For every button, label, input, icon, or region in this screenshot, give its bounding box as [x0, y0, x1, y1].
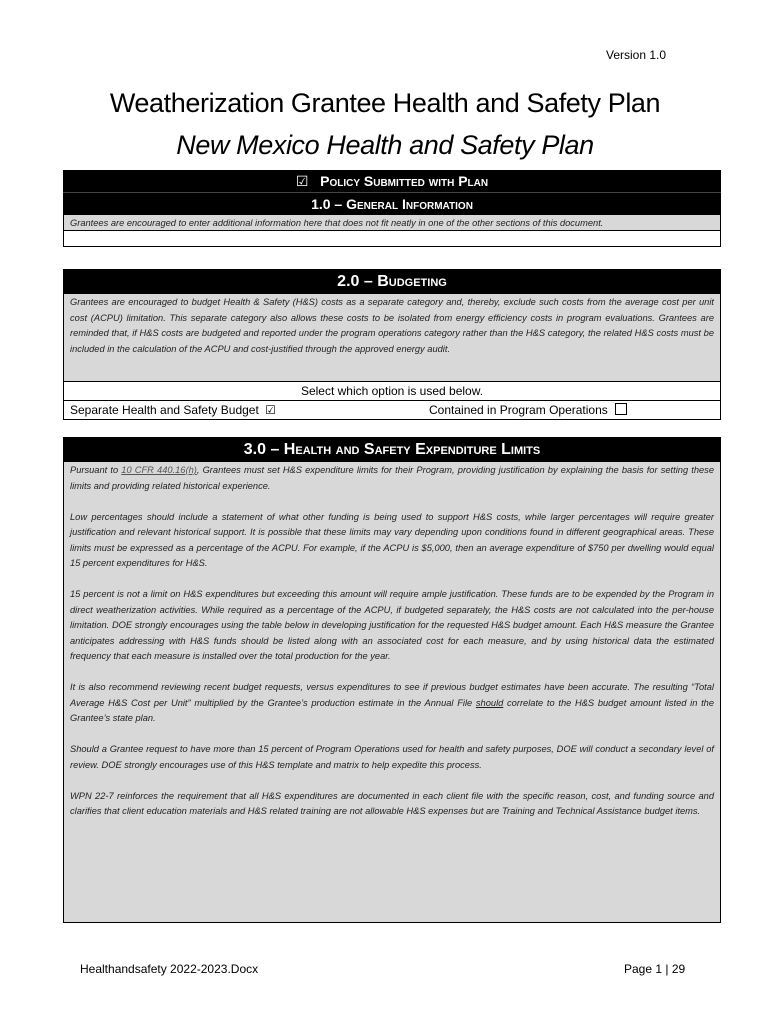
- section-expenditure-limits: [63, 437, 721, 923]
- cfr-link[interactable]: 10 CFR 440.16(h): [121, 465, 197, 475]
- checkbox-checked-icon[interactable]: ☑: [295, 173, 309, 189]
- section3-p4-text: It is also recommend reviewing recent budget requests, versus expenditures to see if previous budget estimates have been accurate. The resulting “Total Average H&S Cost per Unit” multiplied by the Grantee’s production estimate in the Annual File: [70, 682, 714, 708]
- select-option-prompt: Select which option is used below.: [63, 382, 721, 401]
- budget-options-row: [63, 401, 721, 420]
- section1-input-row[interactable]: [63, 231, 721, 247]
- checkbox-checked-icon[interactable]: ☑: [265, 403, 276, 417]
- section3-paragraph: 15 percent is not a limit on H&S expenditures but exceeding this amount will require ample justification. These funds are to be expended by the Program in direct weatherization activities. While required as a percentage of the ACPU, if budgeted separately, the H&S costs are not calculated into the per-house limitation. DOE strongly encourages using the table below in developing justification for the requested H&S budget amount. Each H&S measure the Grantee anticipates addressing with H&S funds should be listed along with an associated cost for each measure, and by using historical data the estimated frequency that each measure is installed over the total production for the year.: [70, 589, 714, 661]
- section3-paragraph: [70, 463, 714, 494]
- section3-body: [63, 462, 721, 923]
- policy-submitted-bar: [63, 170, 721, 192]
- section3-paragraph: Low percentages should include a statement of what other funding is being used to support H&S costs, while larger percentages will require greater justification and relevant historical support. It is possible that these limits may vary depending upon conditions found in different geographical areas. These limits must be expressed as a percentage of the ACPU. For example, if the ACPU is $5,000, then an average expenditure of $750 per dwelling would equal 15 percent expenditures for H&S.: [70, 511, 714, 568]
- footer-filename: Healthandsafety 2022-2023.Docx: [80, 962, 259, 976]
- section1-note: Grantees are encouraged to enter additional information here that does not fit neatly in one of the other sections of this document.: [63, 215, 721, 231]
- checkbox-empty-icon[interactable]: [615, 403, 627, 415]
- document-subtitle: New Mexico Health and Safety Plan: [176, 130, 594, 160]
- option-contained-label: Contained in Program Operations: [429, 403, 608, 417]
- footer-page-number: Page 1 | 29: [624, 962, 686, 976]
- section1-heading: 1.0 – General Information: [63, 192, 721, 215]
- section3-paragraph: [70, 680, 714, 727]
- section-general-information: [63, 170, 721, 247]
- option-separate-budget[interactable]: [70, 401, 276, 419]
- section3-p1-text-end: , Grantees must set H&S expenditure limits for their Program, providing justification by explaining the basis for setting these limits and providing related historical experience.: [70, 465, 715, 491]
- option-separate-budget-label: Separate Health and Safety Budget: [70, 403, 259, 417]
- section3-p4-text-end: correlate to the H&S budget amount listed in the Grantee’s state plan.: [70, 697, 714, 723]
- version-label: Version 1.0: [606, 48, 667, 62]
- policy-submitted-label: Policy Submitted with Plan: [320, 173, 489, 189]
- section3-paragraph: WPN 22-7 reinforces the requirement that all H&S expenditures are documented in each client file with the specific reason, cost, and funding source and clarifies that client education materials and H&S related training are not allowable H&S expenses but are Training and Technical Assistance budget items.: [70, 790, 714, 816]
- section3-p1-text: Pursuant to: [70, 465, 122, 475]
- section3-heading: 3.0 – Health and Safety Expenditure Limits: [63, 437, 721, 462]
- section3-paragraph: Should a Grantee request to have more than 15 percent of Program Operations used for health and safety purposes, DOE will conduct a secondary level of review. DOE strongly encourages use of this H&S template and matrix to help expedite this process.: [70, 744, 714, 770]
- document-title: Weatherization Grantee Health and Safety Plan: [109, 88, 661, 118]
- option-contained-program-operations[interactable]: [429, 401, 627, 419]
- section-budgeting: [63, 269, 721, 420]
- should-underlined: should: [475, 697, 504, 708]
- section2-heading: 2.0 – Budgeting: [63, 269, 721, 294]
- section2-body: Grantees are encouraged to budget Health & Safety (H&S) costs as a separate category and, thereby, exclude such costs from the average cost per unit cost (ACPU) limitation. This separate category also allows these costs to be isolated from energy efficiency costs in program evaluations. Grantees are reminded that, if H&S costs are budgeted and reported under the program operations category rather than the H&S category, the related H&S costs must be included in the calculation of the ACPU and cost-justified through the approved energy audit.: [63, 294, 721, 382]
